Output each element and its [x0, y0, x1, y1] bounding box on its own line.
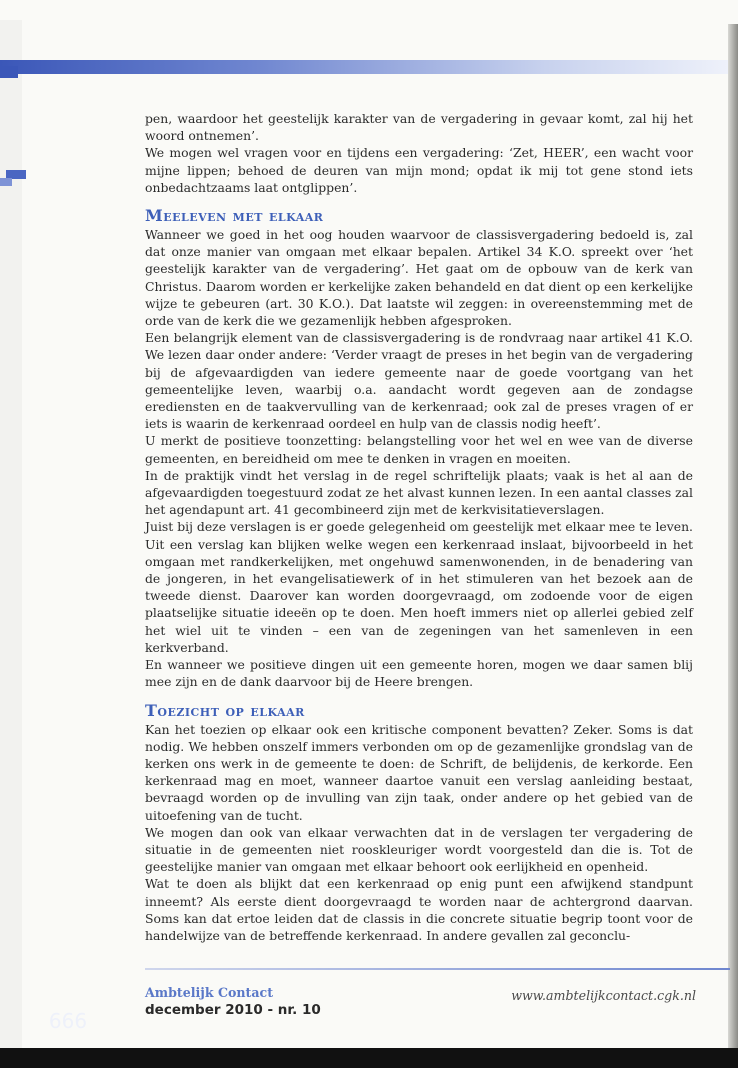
- issue-label: december 2010 - nr. 10: [145, 1002, 321, 1018]
- footer-publication-block: [145, 985, 321, 1018]
- section-heading: Meeleven met elkaar: [145, 206, 324, 226]
- publication-title: Ambtelijk Contact: [145, 985, 274, 1000]
- paragraph: pen, waardoor het geestelijk karakter van de vergadering in gevaar komt, zal hij het woord ontnemen’.: [145, 111, 693, 144]
- top-color-rule: [0, 60, 728, 74]
- paragraph: Wanneer we goed in het oog houden waarvoor de classisvergadering bedoeld is, zal dat onze manier van omgaan met elkaar bepalen. Artikel 34 K.O. spreekt over ‘het geestelijk karakter van de vergadering’. Het gaat om de opbouw van de kerk van Christus. Daarom worden er kerkelijke zaken behandeld en dat dient op een kerkelijke wijze te gebeuren (art. 30 K.O.). Dat laatste wil zeggen: in overeenstemming met de orde van de kerk die we gezamenlijk hebben afgesproken.: [145, 227, 693, 329]
- paragraph: We mogen dan ook van elkaar verwachten dat in de verslagen ter vergadering de situatie in de gemeenten niet rooskleuriger wordt voorgesteld dan die is. Tot de geestelijke manier van omgaan met elkaar behoort ook eerlijkheid en openheid.: [145, 824, 693, 875]
- paragraph: Een belangrijk element van de classisvergadering is de rondvraag naar artikel 41 K.O. We lezen daar onder andere: ‘Verder vraagt de preses in het begin van de vergadering bij de afgevaardigden van iedere gemeente naar de goede voortgang van het gemeentelijke leven, waarbij o.a. aandacht wordt gegeven aan de zondagse erediensten en de taakvervulling van de kerkenraad; ook zal de preses vragen of er iets is waarin de kerkenraad oordeel en hulp van de classis nodig heeft’.: [145, 330, 693, 432]
- section-heading: Toezicht op elkaar: [145, 700, 305, 720]
- side-marker-small: [0, 178, 12, 186]
- bottom-dark-band: [0, 1048, 738, 1068]
- paragraph: In de praktijk vindt het verslag in de regel schriftelijk plaats; vaak is het al aan de afgevaardigden toegestuurd zodat ze het alvast kunnen lezen. In een aantal classes zal het agendapunt art. 41 gecombineerd zijn met de kerkvisitatieverslagen.: [145, 467, 693, 518]
- paragraph: We mogen wel vragen voor en tijdens een vergadering: ‘Zet, HEER’, een wacht voor mijne lippen; behoed de deuren van mijn mond; opdat ik mij tot gene stond iets onbedachtzaams laat ontglippen’.: [145, 145, 693, 195]
- page-edge-shadow: [728, 24, 738, 1054]
- page-number: 666: [48, 1009, 88, 1033]
- paragraph: U merkt de positieve toonzetting: belangstelling voor het wel en wee van de diverse gemeenten, en bereidheid om mee te denken in vragen en moeiten.: [145, 433, 693, 466]
- paragraph: Kan het toezien op elkaar ook een kritische component bevatten? Zeker. Soms is dat nodig. We hebben onszelf immers verbonden om op de gezamenlijke grondslag van de kerken ons werk in de gemeente te doen: de Schrift, de belijdenis, de kerkorde. Een kerkenraad mag en moet, wanneer daartoe vanuit een verslag aanleiding bestaat, bevraagd worden op de invulling van zijn taak, onder andere op het gebied van de uitoefening van de tucht.: [145, 721, 693, 823]
- footer-rule: [145, 968, 730, 970]
- paragraph: En wanneer we positieve dingen uit een gemeente horen, mogen we daar samen blij mee zijn en de dank daarvoor bij de Heere brengen.: [145, 657, 693, 690]
- article-body: [145, 110, 693, 944]
- paragraph: Wat te doen als blijkt dat een kerkenraad op enig punt een afwijkend standpunt inneemt? Als eerste dient doorgevraagd te worden naar de achtergrond daarvan. Soms kan dat ertoe leiden dat de classis in die concrete situatie begrip toont voor de handelwijze van de betreffende kerkenraad. In andere gevallen zal geconclu-: [145, 876, 693, 943]
- website-url: www.ambtelijkcontact.cgk.nl: [511, 988, 696, 1003]
- paragraph: Juist bij deze verslagen is er goede gelegenheid om geestelijk met elkaar mee te leven. Uit een verslag kan blijken welke wegen een kerkenraad inslaat, bijvoorbeeld in het omgaan met randkerkelijken, met ongehuwd samenwonenden, in de benadering van de jongeren, in het evangelisatiewerk of in het stimuleren van het bezoek aan de tweede dienst. Daarover kan worden doorgevraagd, om zodoende voor de eigen plaatselijke situatie ideeën op te doen. Men hoeft immers niet op allerlei gebied zelf het wiel uit te vinden – een van de zegeningen van het samenleven in een kerkverband.: [145, 519, 693, 655]
- top-rule-accent: [0, 66, 18, 78]
